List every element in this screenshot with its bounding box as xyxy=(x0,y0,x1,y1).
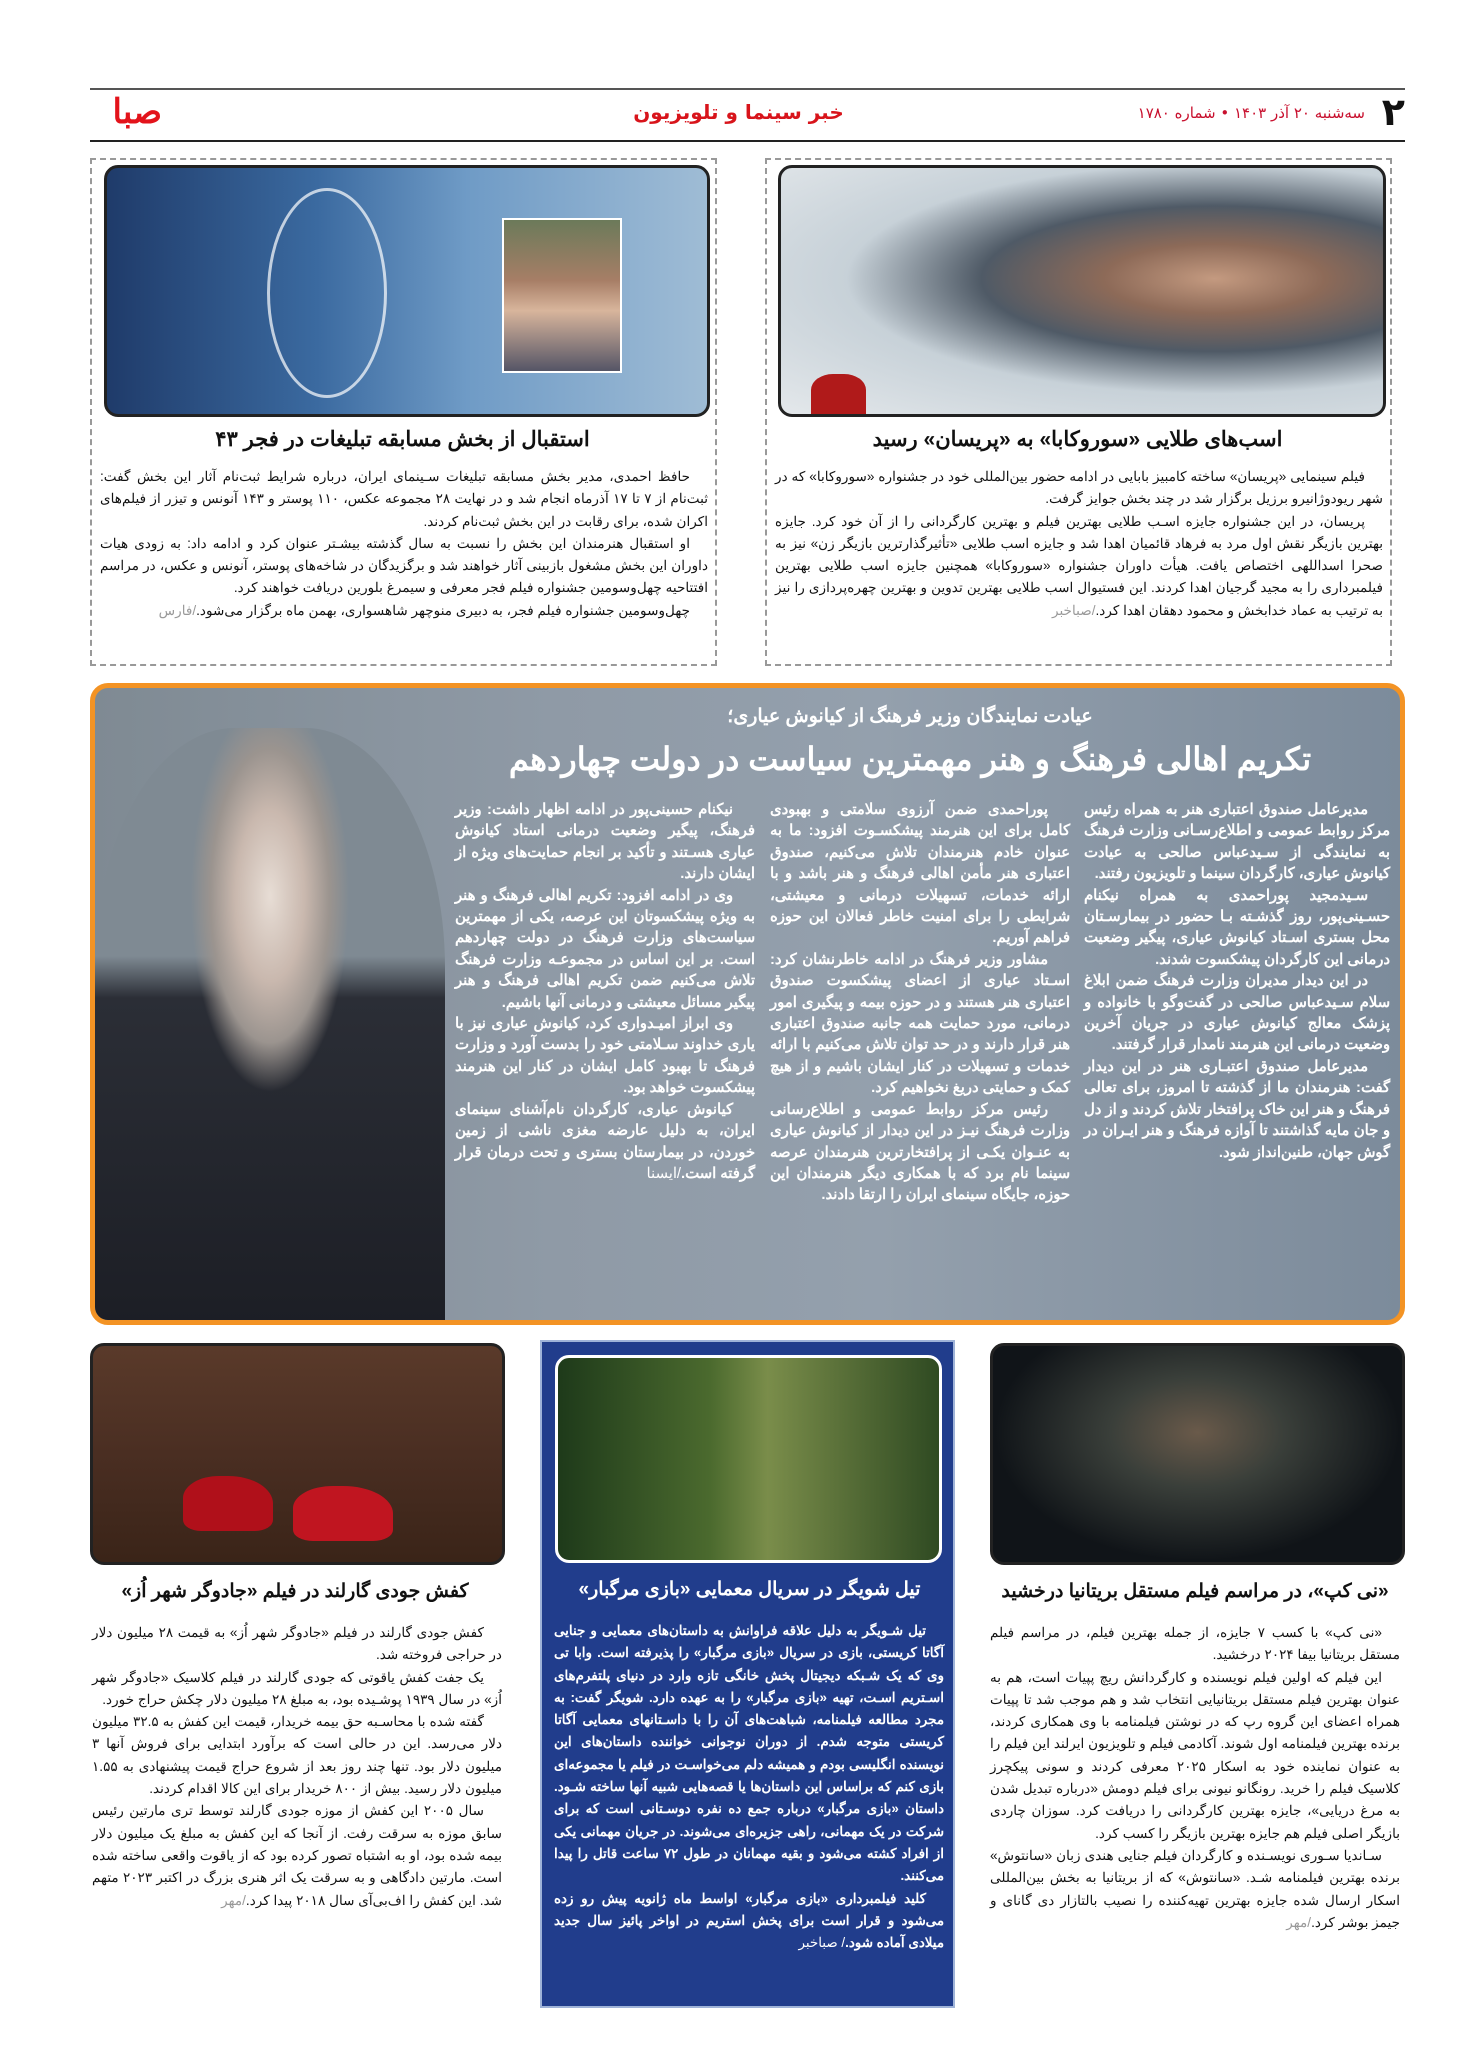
paragraph: گفته شده با محاسـبه حق بیمه خریدار، قیمت این کفش به ۳۲.۵ میلیون دلار می‌رسد. این در حالی است که برآورد ابتدایی برای فروش آنها ۳ میلیون دلار بود. تنها چند روز بعد از شروع حراج قیمت پیشنهادی به ۱.۵۵ میلیون دلار رسید. بیش از ۸۰۰ خریدار برای این کالا اقدام کردند. xyxy=(92,1714,502,1797)
logo-text: صبا xyxy=(112,92,162,132)
paragraph: در این دیدار مدیران وزارت فرهنگ ضمن ابلاغ سلام سـیدعباس صالحی در گفت‌وگو با خانواده و پزشک معالج کیانوش عیاری در جریان آخرین وضعیت درمانی این هنرمند نامدار قرار گرفتند. xyxy=(1084,973,1390,1054)
paragraph-text: سـاندیا سـوری نویسـنده و کارگردان فیلم جنایی هندی زبان «سانتوش» برنده بهترین فیلمنامه شـد. «سانتوش» که از بریتانیا به بخش بین‌المللی اسکار ارسال شده جایزه بهترین تهیه‌کننده را نصیب بالتازار دی گانای و جیمز بوشر کرد. xyxy=(990,1847,1400,1930)
paragraph: پوراحمدی ضمن آرزوی سلامتی و بهبودی کامل برای این هنرمند پیشکسـوت افزود: ما به عنوان خادم هنرمندان تلاش می‌کنیم، صندوق اعتباری هنر مأمن اهالی فرهنگ و هنر باشد و با ارائه خدمات، تسهیلات درمانی و معیشتی، شرایطی را برای امنیت خاطر فعالان این حوزه فراهم آوریم. xyxy=(770,802,1070,947)
news-source: /مهر xyxy=(221,1892,246,1908)
paragraph: یک جفت کفش یاقوتی که جودی گارلند در فیلم کلاسیک «جادوگر شهر اُز» در سال ۱۹۳۹ پوشـیده بود، به مبلغ ۲۸ میلیون دلار چکش حراج خورد. xyxy=(92,1669,502,1707)
page-number: ۲ xyxy=(1381,90,1405,134)
ahmadi-portrait xyxy=(502,218,622,373)
blood-splatter xyxy=(811,374,866,414)
paragraph: مشاور وزیر فرهنگ در ادامه خاطرنشان کرد: اسـتاد عیاری از اعضای پیشکسوت صندوق اعتباری هنر هستند و در حوزه بیمه و پیگیری امور درمانی، مورد حمایت همه جانبه صندوق اعتباری هنر قرار دارند و در حد توان تلاش می‌کنیم با ارائه خدمات و تسهیلات در کنار ایشان باشیم و از هیچ کمک و حمایتی دریغ نخواهیم کرد. xyxy=(770,951,1070,1097)
paragraph xyxy=(775,511,1383,622)
kianoush-photo xyxy=(95,728,445,1325)
paragraph: نیکنام حسینی‌پور در ادامه اظهار داشت: وزیر فرهنگ، پیگیر وضعیت درمانی استاد کیانوش عیاری هسـتند و تأکید بر انجام حمایت‌های ویژه از ایشان دارند. xyxy=(455,802,755,883)
paragraph: فیلم سینمایی «پریسان» ساخته کامبیز بابایی در ادامه حضور بین‌المللی خود در جشنواره «سوروکابا» که در شهر ریودوژانیرو برزیل برگزار شد در چند بخش جوایز گرفت. xyxy=(775,469,1383,507)
slipper xyxy=(183,1476,273,1531)
paragraph: وی ابراز امیـدواری کرد، کیانوش عیاری نیز با یاری خداوند سـلامتی خود را بدست آورد و وزارت فرهنگ تا بهبود کامل ایشان در کنار این هنرمند پیشکسوت خواهد بود. xyxy=(455,1016,755,1097)
paragraph: کفش جودی گارلند در فیلم «جادوگر شهر اُز» به قیمت ۲۸ میلیون دلار در حراجی فروخته شد. xyxy=(92,1625,502,1663)
paragraph xyxy=(100,600,708,622)
feature-column-3 xyxy=(455,800,755,1185)
feature-kianoush xyxy=(90,683,1405,1325)
news-source: /فارس xyxy=(158,602,197,618)
article-body xyxy=(554,1620,944,1954)
feature-column-1 xyxy=(1084,800,1390,1164)
schweiger-photo xyxy=(555,1355,942,1563)
article-schweiger xyxy=(540,1340,955,2008)
simorgh-emblem xyxy=(267,188,387,398)
paragraph: سـیدمجید پوراحمدی به همراه نیکنام حسـینی‌پور، روز گذشـته بـا حضور در بیمارسـتان محل بستری اسـتاد کیانوش عیاری، پیگیر وضعیت درمانی این کارگردان پیشکسوت شدند. xyxy=(1084,887,1390,968)
paragraph-text: کیانوش عیاری، کارگردان نام‌آشنای سینمای ایران، به دلیل عارضه مغزی ناشی از زمین خوردن، در بیمارستان بستری و تحت درمان قرار گرفته است. xyxy=(455,1101,755,1182)
paragraph: این فیلم که اولین فیلم نویسنده و کارگردانش ریچ پپیات است، هم به عنوان بهترین فیلم مستقل بریتانیایی انتخاب شد و هم موجب شد تا پپیات همراه اعضای این گروه رپ که در نوشتن فیلمنامه با وی همکاری کردند، برنده بهترین فیلمنامه اول شوند. آکادمی فیلم و تلویزیون ایرلند این فیلم را به عنوان نماینده خود به اسکار ۲۰۲۵ معرفی کردند و سونی پیکچرز کلاسیک فیلم را خرید. رونگانو نیونی برای فیلم دومش «درباره تبدیل شدن به مرغ دریایی»، جایزه بهترین کارگردانی را دریافت کرد. سوزان چاردی بازیگر اصلی فیلم هم جایزه بهترین بازیگر را کسب کرد. xyxy=(990,1669,1400,1841)
paragraph xyxy=(92,1800,502,1911)
news-source: /صباخبر xyxy=(1051,602,1096,618)
paragraph: تیل شـویگر به دلیل علاقه فراوانش به داستان‌های معمایی و جنایی آگاتا کریستی، بازی در سریال «بازی مرگبار» را پذیرفته است. وابا تی وی که یک شـبکه دیجیتال پخش خانگی تازه وارد در دنیای پلتفرم‌های اسـتریم اسـت، تهیه «بازی مرگبار» را به عهده دارد. شویگر گفت: به مجرد مطالعه فیلمنامه، شباهت‌های آن را با داسـتانهای معمایی آگاتا کریستی متوجه شدم. از دوران نوجوانی خواننده داستان‌های این نویسنده انگلیسی بودم و همیشه دلم می‌خواسـت در فیلم یا مجموعه‌ای بازی کنم که براساس این داستان‌ها یا قصه‌هایی شبیه آنها ساخته شـود. داستان «بازی مرگبار» درباره جمع ده نفره دوسـتانی است که برای شرکت در یک مهمانی، راهی جزیره‌ای می‌شوند. در جریان مهمانی یکی از افراد کشته می‌شود و بقیه مهمانان در طول ۷۲ ساعت قاتل را پیدا می‌کنند. xyxy=(554,1623,944,1884)
article-body xyxy=(92,1622,502,1912)
paragraph: مدیرعامل صندوق اعتباری هنر به همراه رئیس مرکز روابط عمومی و اطلاع‌رسـانی وزارت فرهنگ به نمایندگی از سـیدعباس صالحی به عیادت کیانوش عیاری، کارگردان سینما و تلویزیون رفتند. xyxy=(1084,802,1390,883)
paragraph-text: پریسان، در این جشنواره جایزه اسـب طلایی بهترین فیلم و بهترین کارگردانی را از آن خود کرد. جایزه بهترین بازیگر نقش اول مرد به فرهاد قائمیان اهدا شد و جایزه اسب طلایی «تأثیرگذارترین بازیگر زن» نیز به صحرا اسداللهی اختصاص یافت. هیأت داوران جشنواره «سوروکابا» همچنین جایزه اسب طلایی بهترین فیلمبرداری را به مجید گرجیان اهدا کردند. این فستیوال اسب طلایی بهترین تدوین و بهترین چهره‌پردازی را نیز به ترتیب به عماد خدابخش و محمود دهقان اهدا کرد. xyxy=(775,513,1383,618)
paragraph xyxy=(455,1100,755,1186)
kneecap-photo xyxy=(990,1343,1405,1565)
paragraph: مدیرعامل صندوق اعتبـاری هنر در این دیدار گفت: هنرمندان ما از گذشته تا امروز، برای تعالی فرهنگ و هنر این خاک پرافتخار تلاش کردند و از دل و جان مایه گذاشتند تا آوازه فرهنگ و هنر ایـران در گوش جهان، طنین‌انداز شود. xyxy=(1084,1058,1390,1161)
article-body xyxy=(775,466,1383,622)
article-title: تیل شویگر در سریال معمایی «بازی مرگبار» xyxy=(578,1579,921,1600)
article-body xyxy=(100,466,708,622)
paragraph-text: کلید فیلمبرداری «بازی مرگبار» اواسط ماه ژانویه پیش رو زده می‌شود و قرار است برای پخش استریم در اواخر پائیز سال جدید میلادی آماده شود. xyxy=(554,1890,944,1951)
paragraph-text: سال ۲۰۰۵ این کفش از موزه جودی گارلند توسط تری مارتین رئیس سابق موزه به سرقت رفت. از آنجا که این کفش به مبلغ یک میلیون دلار بیمه شده بود، او به اشتباه تصور کرده بود که از یاقوت واقعی ساخته شده است. مارتین دادگاهی و به سرقت یک اثر هنری بزرگ در اکتبر ۲۰۲۳ متهم شد. این کفش را اف‌بی‌آی سال ۲۰۱۸ پیدا کرد. xyxy=(92,1803,502,1908)
paragraph: «نی کپ» با کسب ۷ جایزه، از جمله بهترین فیلم، در مراسم فیلم مستقل بریتانیا بیفا ۲۰۲۴ درخشید. xyxy=(990,1625,1400,1663)
issue-date: سه‌شنبه ۲۰ آذر ۱۴۰۳ • شماره ۱۷۸۰ xyxy=(1137,104,1365,122)
news-source: /مهر xyxy=(1286,1914,1312,1930)
paragraph: او استقبال هنرمندان این بخش را نسبت به سال گذشته بیشـتر عنوان کرد و ادامه داد: به زودی هیات داوران این بخش مشغول بازبینی آثار خواهند شد و برگزیدگان در شاخه‌های پوستر، آنونس و عکس، در مراسم افتتاحیه چهل‌وسومین جشنواره فیلم فجر معرفی و سیمرغ بلورین دریافت خواهند کرد. xyxy=(100,535,708,596)
news-source: /ایسنا xyxy=(646,1165,682,1182)
paragraph xyxy=(990,1845,1400,1934)
article-title: استقبال از بخش مسابقه تبلیغات در فجر ۴۳ xyxy=(215,428,590,451)
paragraph-text: چهل‌وسومین جشنواره فیلم فجر، به دبیری منوچهر شاهسواری، بهمن ماه برگزار می‌شود. xyxy=(196,602,690,618)
section-title: خبر سینما و تلویزیون xyxy=(633,100,844,124)
paragraph xyxy=(554,1888,944,1955)
article-title: «نی کپ»، در مراسم فیلم مستقل بریتانیا درخشید xyxy=(1001,1581,1389,1602)
news-source: / صباخبر xyxy=(798,1935,846,1951)
paragraph: وی در ادامه افزود: تکریم اهالی فرهنگ و هنر به ویژه پیشکسوتان این عرصه، یکی از مهمترین سیاست‌های وزارت فرهنگ در دولت چهاردهم است. بر این اساس در مجموعـه وزارت فرهنگ تلاش می‌کنیم ضمن تکریم اهالی فرهنگ و هنر پیگیر مسائل معیشتی و درمانی آنها باشیم. xyxy=(455,887,755,1011)
header-rule xyxy=(90,140,1405,142)
slipper xyxy=(293,1486,393,1541)
fajr-poster xyxy=(104,165,710,417)
ruby-slippers-photo xyxy=(90,1343,505,1565)
feature-title: تکریم اهالی فرهنگ و هنر مهمترین سیاست در دولت چهاردهم xyxy=(508,741,1312,777)
article-title: کفش جودی گارلند در فیلم «جادوگر شهر اُز» xyxy=(121,1581,469,1602)
logo xyxy=(92,92,162,137)
feature-kicker: عیادت نمایندگان وزیر فرهنگ از کیانوش عیاری؛ xyxy=(727,706,1093,727)
parisan-photo xyxy=(778,165,1386,417)
feature-column-2 xyxy=(770,800,1070,1207)
top-rule xyxy=(90,88,1405,90)
paragraph: حافظ احمدی، مدیر بخش مسابقه تبلیغات سـینمای ایران، درباره شرایط ثبت‌نام آثار این بخش گفت: ثبت‌نام از ۷ تا ۱۷ آذرماه انجام شد و در نهایت ۲۸ مجموعه عکس، ۱۱۰ پوستر و ۱۴۳ آنونس و تیزر از فیلم‌های اکران شده، برای رقابت در این بخش ثبت‌نام کردند. xyxy=(100,469,708,529)
paragraph: رئیس مرکز روابط عمومی و اطلاع‌رسانی وزارت فرهنگ نیـز در این دیدار از کیانوش عیاری به عنـوان یکـی از پرافتخارترین هنرمندان عرصه سینما نام برد که با همکاری دیگر هنرمندان این حوزه، جایگاه سینمای ایران را ارتقا دادند. xyxy=(770,1101,1070,1204)
article-body xyxy=(990,1622,1400,1934)
article-title: اسب‌های طلایی «سوروکابا» به «پریسان» رسید xyxy=(872,428,1283,451)
